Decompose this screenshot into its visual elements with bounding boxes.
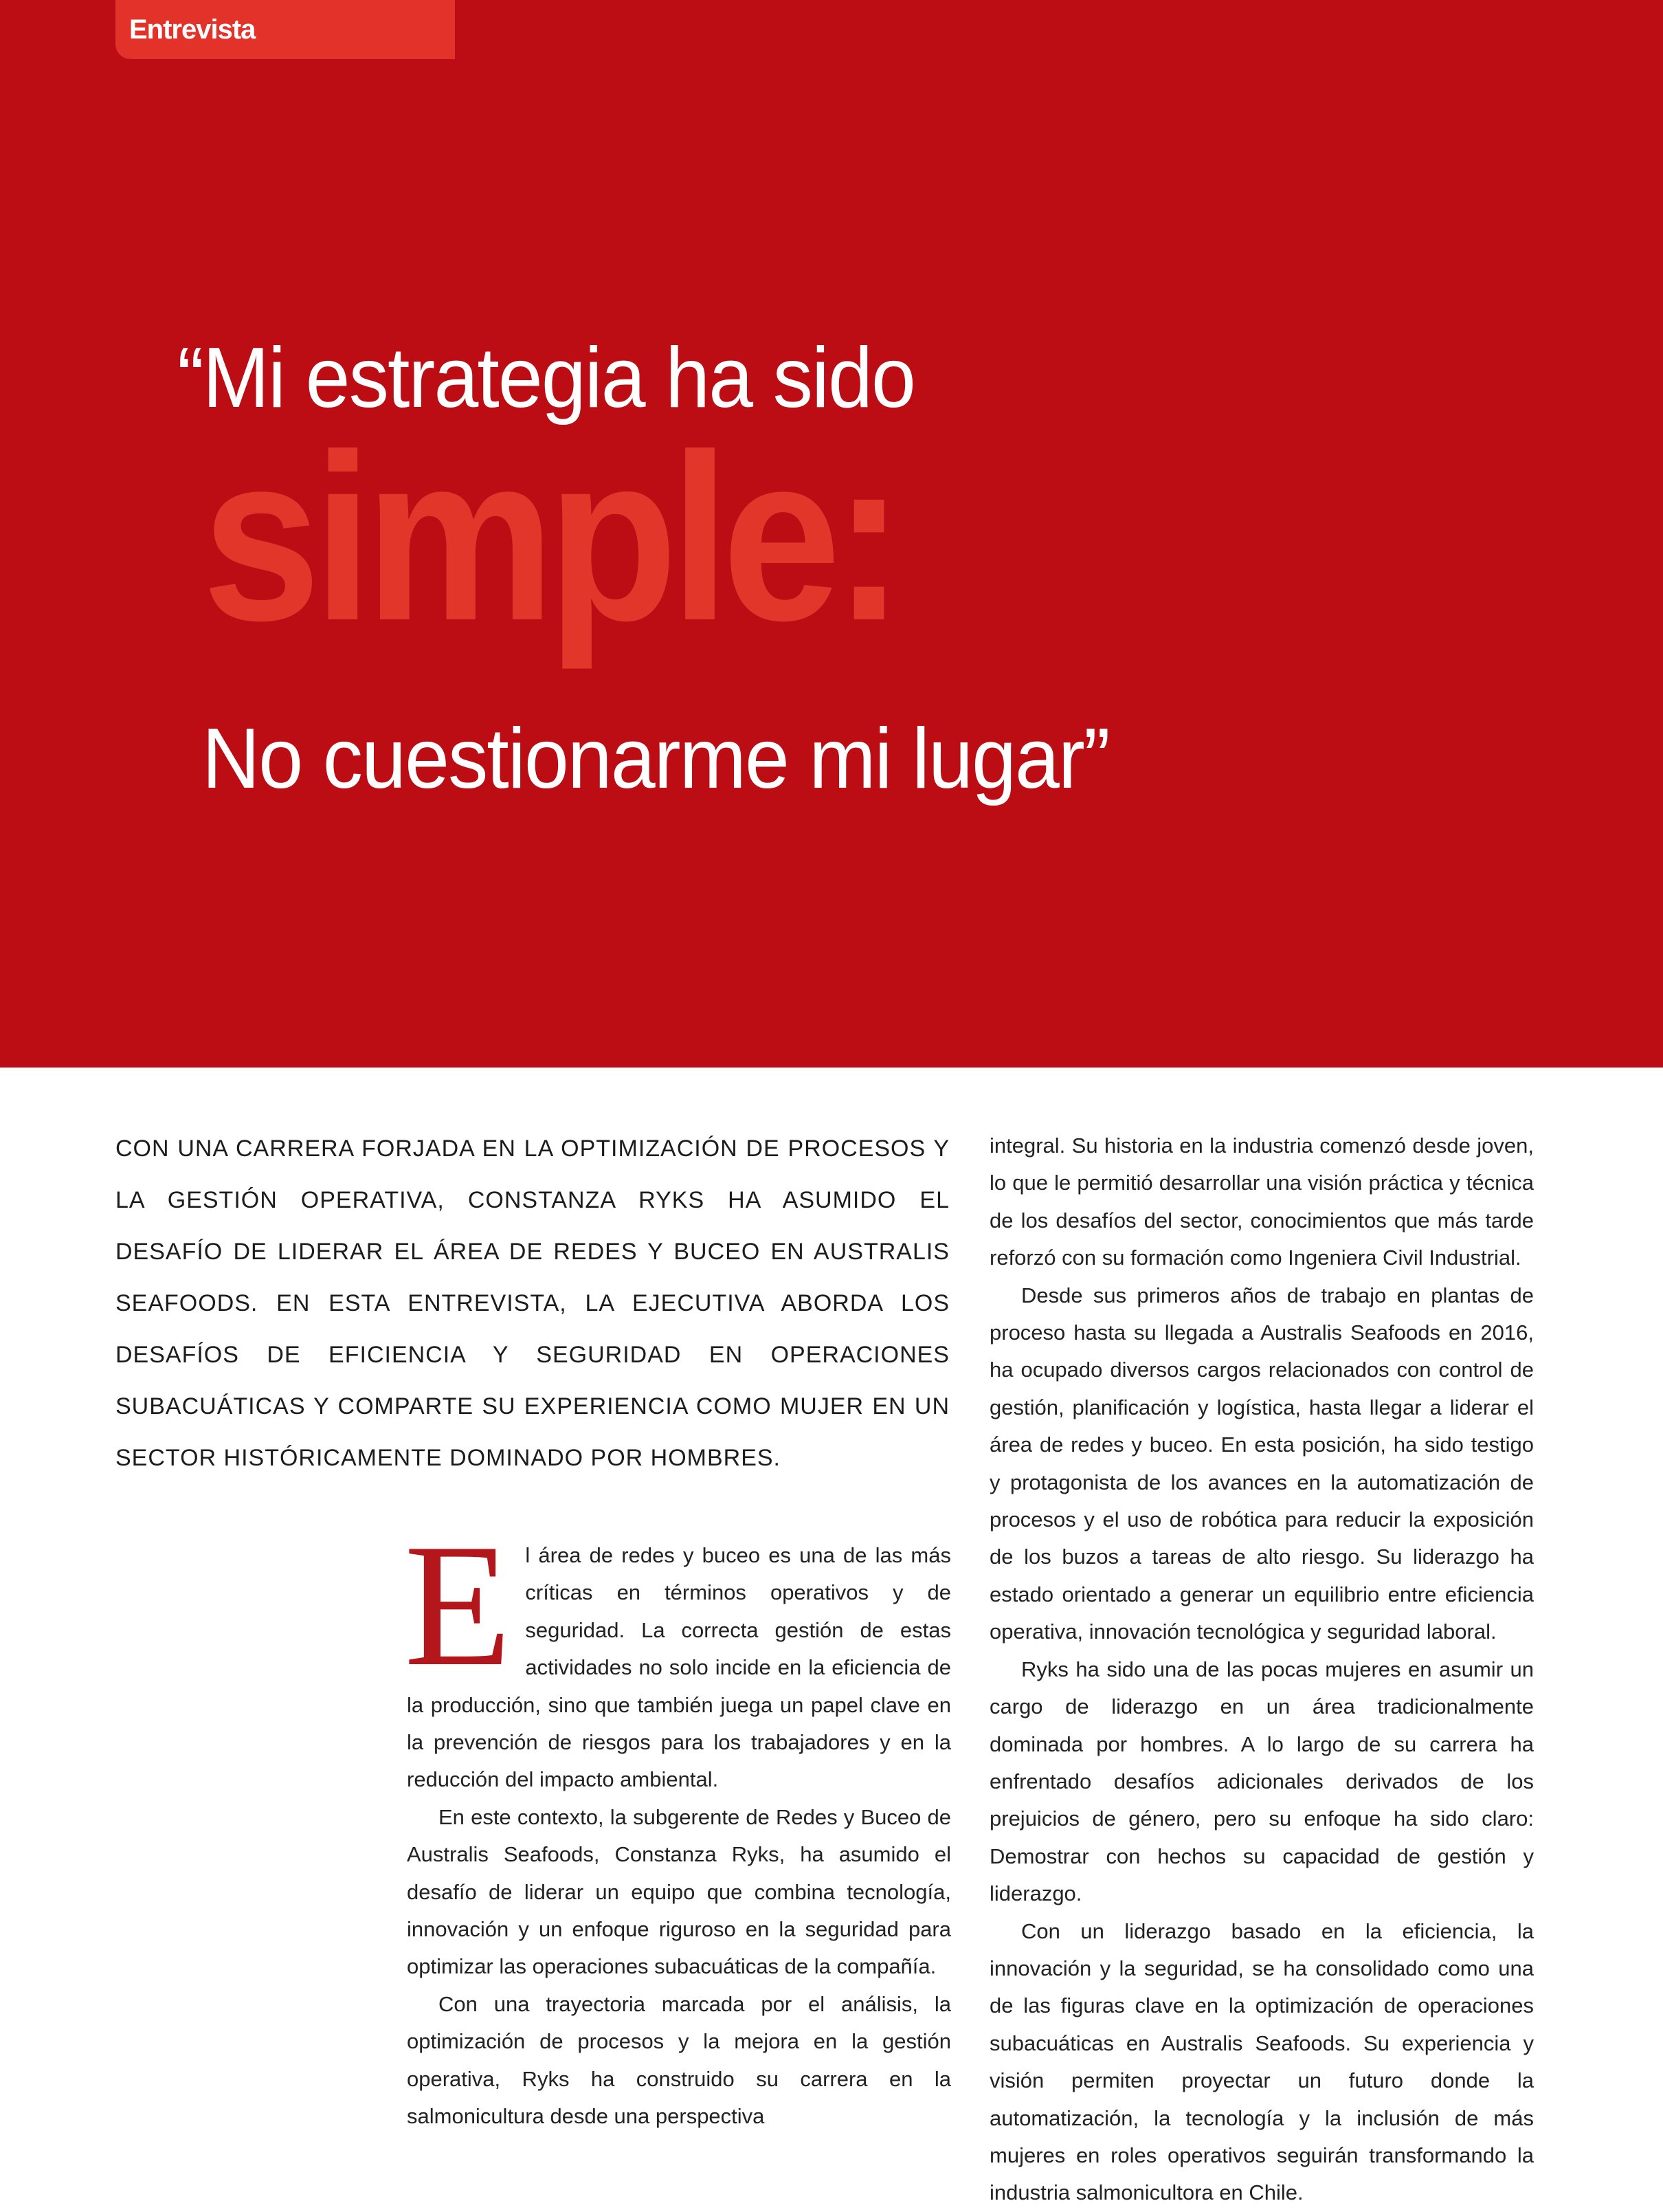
title-line-2: simple: (202, 406, 897, 670)
body-paragraph (404, 1508, 951, 1799)
section-label: Entrevista (115, 0, 455, 59)
title-line-1: “Mi estrategia ha sido (177, 331, 915, 425)
title-line-3: No cuestionarme mi lugar” (202, 711, 1109, 806)
body-paragraph: Desde sus primeros años de trabajo en plantas de proceso hasta su llegada a Australis Seafoods en 2016, ha ocupado diversos cargos relacionados con control de gestión, planificación y logística, hasta llegar a liderar el área de redes y buceo. En esta posición, ha sido testigo y protagonista de los avances en la automatización de procesos y el uso de robótica para reducir la exposición de los buzos a tareas de alto riesgo. Su liderazgo ha estado orientado a generar un equilibrio entre eficiencia operativa, innovación tecnológica y seguridad laboral. (990, 1283, 1534, 1644)
article-column-left (404, 1508, 951, 2136)
body-paragraph: Con una trayectoria marcada por el análisis, la optimización de procesos y la mejora en la gestión operativa, Ryks ha construido su carrera en la salmonicultura desde una perspectiva (407, 1991, 951, 2129)
hero-banner (0, 0, 1663, 1068)
body-paragraph: En este contexto, la subgerente de Redes y Buceo de Australis Seafoods, Constanza Ryks, ha asumido el desafío de liderar un equipo que combina tecnología, innovación y un enfoque riguroso en la seguridad para optimizar las operaciones subacuáticas de la compañía. (407, 1804, 951, 1979)
body-paragraph-text: l área de redes y buceo es una de las más críticas en términos operativos y de seguridad. La correcta gestión de estas actividades no solo incide en la eficiencia de la producción, sino que también juega un papel clave en la prevención de riesgos para los trabajadores y en la reducción del impacto ambiental. (407, 1543, 951, 1792)
body-paragraph: Con un liderazgo basado en la eficiencia, la innovación y la seguridad, se ha consolidado como una de las figuras clave en la optimización de operaciones subacuáticas en Australis Seafoods. Su experiencia y visión permiten proyectar un futuro donde la automatización, la tecnología y la inclusión de más mujeres en roles operativos seguirán transformando la industria salmonicultora en Chile. (990, 1918, 1534, 2205)
lead-paragraph: CON UNA CARRERA FORJADA EN LA OPTIMIZACIÓN DE PROCESOS Y LA GESTIÓN OPERATIVA, CONSTANZA RYKS HA ASUMIDO EL DESAFÍO DE LIDERAR EL ÁREA DE REDES Y BUCEO EN AUSTRALIS SEAFOODS. EN ESTA ENTREVISTA, LA EJECUTIVA ABORDA LOS DESAFÍOS DE EFICIENCIA Y SEGURIDAD EN OPERACIONES SUBACUÁTICAS Y COMPARTE SU EXPERIENCIA COMO MUJER EN UN SECTOR HISTÓRICAMENTE DOMINADO POR HOMBRES. (115, 1136, 950, 1471)
drop-cap: E (404, 1508, 512, 1703)
body-paragraph: Ryks ha sido una de las pocas mujeres en asumir un cargo de liderazgo en un área tradicionalmente dominada por hombres. A lo largo de su carrera ha enfrentado desafíos adicionales derivados de los prejuicios de género, pero su enfoque ha sido claro: Demostrar con hechos su capacidad de gestión y liderazgo. (990, 1657, 1534, 1906)
article-column-right (990, 1127, 1534, 2212)
body-paragraph-continued: integral. Su historia en la industria comenzó desde joven, lo que le permitió desarrollar una visión práctica y técnica de los desafíos del sector, conocimientos que más tarde reforzó con su formación como Ingeniera Civil Industrial. (990, 1133, 1534, 1270)
